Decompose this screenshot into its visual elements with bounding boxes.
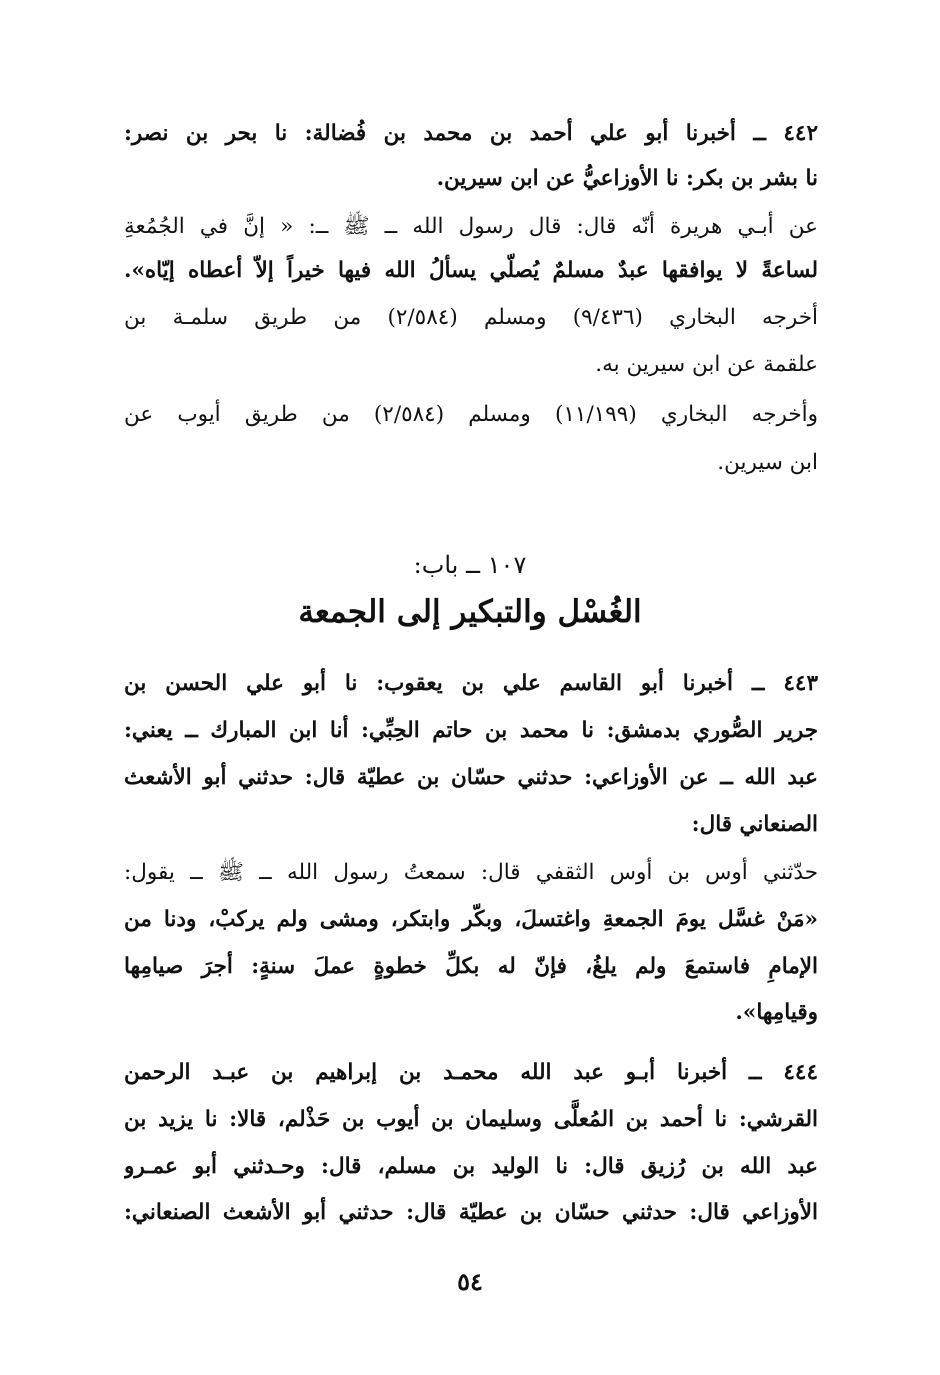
- hadith-442-takhrij-line-2: علقمة عن ابن سيرين به.: [595, 352, 818, 377]
- hadith-443-matn-line-3: الإمامِ فاستمعَ ولم يلغُ، فإنّ له بكلِّ خطوةٍ عملَ سنةٍ: أجرَ صيامِها: [124, 954, 818, 979]
- hadith-443-matn-line-2: «مَنْ غسَّل يومَ الجمعةِ واغتسلَ، وبكّر وابتكر، ومشى ولم يركبْ، ودنا من: [124, 907, 818, 932]
- hadith-444-line-2: القرشي: نا أحمد بن المُعلَّى وسليمان بن أيوب بن حَذْلم، قالا: نا يزيد بن: [124, 1107, 818, 1132]
- hadith-443-line-4: الصنعاني قال:: [691, 812, 818, 837]
- hadith-443-matn-line-1: حدّثني أوس بن أوس الثقفي قال: سمعتُ رسول الله ــ ﷺ ــ يقول:: [124, 860, 818, 885]
- hadith-443-matn-line-4: وقيامِها».: [735, 1000, 818, 1025]
- hadith-442-takhrij-line-4: ابن سيرين.: [717, 450, 818, 475]
- hadith-442-matn-line-2: لساعةً لا يوافقها عبدٌ مسلمٌ يُصلّي يسألُ الله فيها خيراً إلاّ أعطاه إيّاه».: [124, 258, 818, 283]
- hadith-444-line-1: ٤٤٤ ــ أخبرنا أبـو عبد الله محمـد بن إبراهيم بن عبـد الرحمن: [124, 1060, 818, 1085]
- chapter-number: ١٠٧ ــ باب:: [413, 551, 527, 579]
- hadith-442-takhrij-line-3: وأخرجه البخاري (١١/١٩٩) ومسلم (٢/٥٨٤) من طريق أيوب عن: [124, 402, 818, 427]
- chapter-title: الغُسْل والتبكير إلى الجمعة: [298, 594, 642, 630]
- hadith-442-line-2: نا بشر بن بكر: نا الأوزاعيُّ عن ابن سيرين.: [436, 166, 818, 191]
- page-number: ٥٤: [457, 1267, 483, 1296]
- hadith-444-line-3: عبد الله بن رُزيق قال: نا الوليد بن مسلم، قال: وحـدثني أبو عمـرو: [124, 1154, 818, 1179]
- hadith-443-line-1: ٤٤٣ ــ أخبرنا أبو القاسم علي بن يعقوب: نا أبو علي الحسن بن: [124, 671, 818, 696]
- hadith-442-matn-line-1: عن أبـي هريرة أنّه قال: قال رسول الله ــ ﷺ ــ: « إنَّ في الجُمُعةِ: [124, 214, 818, 239]
- hadith-442-takhrij-line-1: أخرجه البخاري (٩/٤٣٦) ومسلم (٢/٥٨٤) من طريق سلمـة بن: [124, 305, 818, 330]
- hadith-443-line-2: جرير الصُّوري بدمشق: نا محمد بن حاتم الحِبِّي: أنا ابن المبارك ــ يعني:: [124, 718, 818, 743]
- hadith-443-line-3: عبد الله ــ عن الأوزاعي: حدثني حسّان بن عطيّة قال: حدثني أبو الأشعث: [124, 765, 818, 790]
- hadith-444-line-4: الأوزاعي قال: حدثني حسّان بن عطيّة قال: حدثني أبو الأشعث الصنعاني:: [124, 1200, 818, 1225]
- hadith-442-line-1: ٤٤٢ ــ أخبرنا أبو علي أحمد بن محمد بن فُضالة: نا بحر بن نصر:: [124, 121, 818, 146]
